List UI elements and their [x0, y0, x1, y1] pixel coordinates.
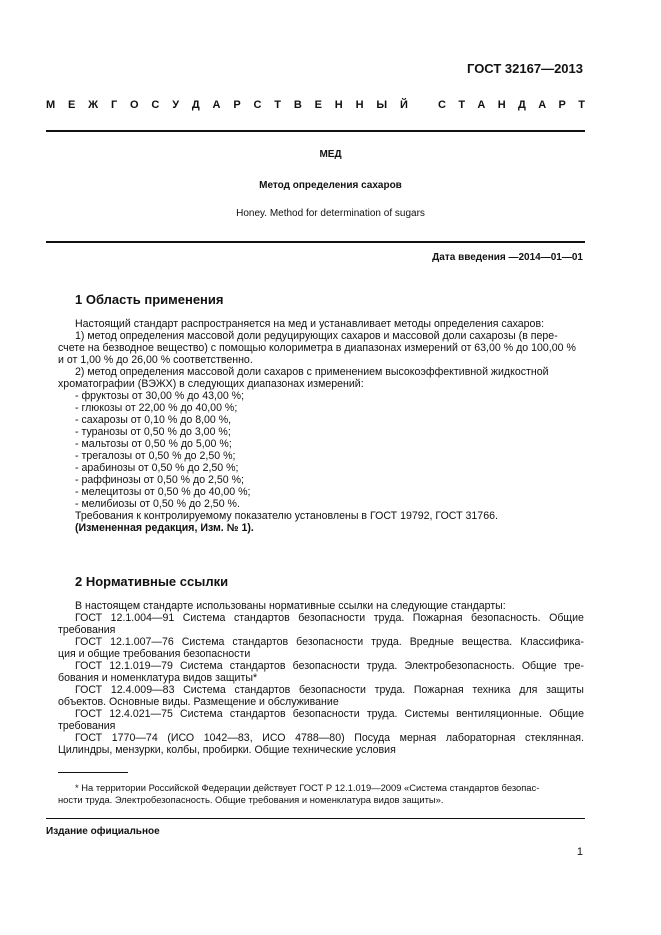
- text-line: 1) метод определения массовой доли редуцирующих сахаров и массовой доли сахарозы (в пере-: [75, 330, 558, 342]
- text-line: - арабинозы от 0,50 % до 2,50 %;: [75, 462, 239, 474]
- title-bottom-rule: [46, 241, 585, 243]
- banner-letter: С: [438, 99, 446, 111]
- banner-letter: Г: [110, 99, 118, 111]
- text-line: - фруктозы от 30,00 % до 43,00 %;: [75, 390, 245, 402]
- text-line: счете на безводное вещество) с помощью колориметра в диапазонах измерений от 63,00 % до 100,00 %: [58, 342, 576, 354]
- text-line: и от 1,00 % до 26,00 % соответственно.: [58, 354, 253, 366]
- page-number: 1: [576, 846, 583, 858]
- banner-letter: А: [212, 99, 221, 111]
- banner-letter: М: [46, 99, 56, 111]
- text-line: (Измененная редакция, Изм. № 1).: [75, 522, 254, 534]
- text-line: ГОСТ 12.4.009—83 Система стандартов безопасности труда. Пожарная техника для защиты: [75, 684, 584, 696]
- section-2-heading: 2 Нормативные ссылки: [75, 574, 229, 589]
- banner-letter: Т: [578, 99, 585, 111]
- text-line: - мальтозы от 0,50 % до 5,00 %;: [75, 438, 232, 450]
- footnote: [58, 782, 584, 806]
- standard-banner: [46, 99, 585, 111]
- banner-letter: Р: [558, 99, 566, 111]
- top-rule: [46, 130, 585, 132]
- text-line: требования: [58, 624, 116, 636]
- publication-rule: [46, 818, 585, 819]
- banner-letter: О: [130, 99, 139, 111]
- banner-letter: Д: [518, 99, 526, 111]
- text-line: ГОСТ 12.1.019—79 Система стандартов безопасности труда. Электробезопасность. Общие тре-: [75, 660, 584, 672]
- section-1-heading: 1 Область применения: [75, 292, 224, 307]
- text-line: 2) метод определения массовой доли сахаров с применением высокоэффективной жидкостной: [75, 366, 549, 378]
- banner-letter: Т: [274, 99, 282, 111]
- text-line: бования и номенклатура видов защиты*: [58, 672, 258, 684]
- banner-letter: Р: [233, 99, 241, 111]
- banner-letter: С: [151, 99, 160, 111]
- banner-word-standard: [438, 99, 585, 111]
- text-line: ГОСТ 12.1.004—91 Система стандартов безопасности труда. Пожарная безопасность. Общие: [75, 612, 584, 624]
- text-line: Требования к контролируемому показателю установлены в ГОСТ 19792, ГОСТ 31766.: [75, 510, 498, 522]
- banner-letter: С: [253, 99, 262, 111]
- banner-letter: А: [477, 99, 486, 111]
- banner-letter: Т: [458, 99, 466, 111]
- banner-letter: Е: [68, 99, 76, 111]
- text-line: ГОСТ 12.4.021—75 Система стандартов безопасности труда. Системы вентиляционные. Общие: [75, 708, 584, 720]
- document-subtitle: Метод определения сахаров: [259, 180, 402, 191]
- text-line: - трегалозы от 0,50 % до 2,50 %;: [75, 450, 236, 462]
- text-line: требования: [58, 720, 116, 732]
- banner-letter: А: [538, 99, 547, 111]
- banner-letter: Н: [355, 99, 364, 111]
- text-line: - глюкозы от 22,00 % до 40,00 %;: [75, 402, 238, 414]
- document-title: МЕД: [319, 149, 342, 160]
- banner-letter: В: [293, 99, 302, 111]
- text-line: - мелибиозы от 0,50 % до 2,50 %.: [75, 498, 240, 510]
- section-1-body: [58, 318, 584, 534]
- text-line: В настоящем стандарте использованы нормативные ссылки на следующие стандарты:: [75, 600, 506, 612]
- introduction-date: Дата введения —2014—01—01: [432, 252, 583, 263]
- banner-letter: Ы: [376, 99, 388, 111]
- banner-letter: Ж: [88, 99, 99, 111]
- text-line: - туранозы от 0,50 % до 3,00 %;: [75, 426, 231, 438]
- text-line: Настоящий стандарт распространяется на мед и устанавливает методы определения сахаров:: [75, 318, 545, 330]
- text-line: ГОСТ 12.1.007—76 Система стандартов безопасности труда. Вредные вещества. Классифика-: [75, 636, 584, 648]
- banner-letter: Й: [399, 99, 408, 111]
- section-2-body: [58, 600, 584, 756]
- footnote-rule: [58, 772, 128, 773]
- publication-note: Издание официальное: [46, 826, 160, 837]
- text-line: - сахарозы от 0,10 % до 8,00 %,: [75, 414, 232, 426]
- text-line: объектов. Основные виды. Размещение и обслуживание: [58, 696, 339, 708]
- english-title: Honey. Method for determination of sugars: [236, 208, 425, 219]
- banner-word-interstate: [46, 99, 408, 111]
- text-line: хроматографии (ВЭЖХ) в следующих диапазонах измерений:: [58, 378, 364, 390]
- banner-letter: Н: [497, 99, 506, 111]
- text-line: Цилиндры, мензурки, колбы, пробирки. Общие технические условия: [58, 744, 396, 756]
- text-line: - раффинозы от 0,50 % до 2,50 %;: [75, 474, 244, 486]
- footnote-line: ности труда. Электробезопасность. Общие требования и номенклатура видов защиты».: [58, 794, 444, 805]
- text-line: ция и общие требования безопасности: [58, 648, 251, 660]
- banner-letter: Д: [191, 99, 200, 111]
- text-line: ГОСТ 1770—74 (ИСО 1042—83, ИСО 4788—80) Посуда мерная лабораторная стеклянная.: [75, 732, 584, 744]
- text-line: - мелецитозы от 0,50 % до 40,00 %;: [75, 486, 251, 498]
- banner-letter: Е: [314, 99, 322, 111]
- banner-letter: У: [172, 99, 180, 111]
- banner-letter: Н: [334, 99, 343, 111]
- gost-number: ГОСТ 32167—2013: [467, 61, 583, 76]
- footnote-line: * На территории Российской Федерации действует ГОСТ Р 12.1.019—2009 «Система стандартов безопас-: [75, 782, 540, 793]
